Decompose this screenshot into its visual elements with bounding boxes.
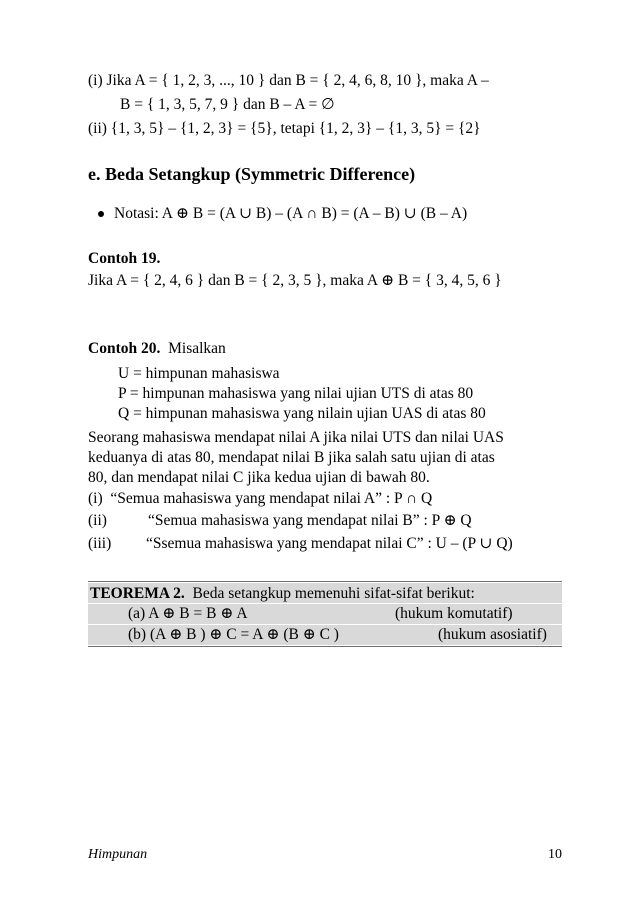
teorema-top-rule bbox=[88, 581, 562, 582]
teorema-row-b-law: (hukum asosiatif) bbox=[438, 626, 547, 643]
contoh20-heading bbox=[88, 340, 226, 358]
list-item-ii bbox=[88, 512, 107, 530]
item-ii-line: (ii) {1, 3, 5} – {1, 2, 3} = {5}, tetapi {1, 2, 3} – {1, 3, 5} = {2} bbox=[88, 120, 481, 137]
page-number: 10 bbox=[548, 847, 562, 862]
teorema-box bbox=[88, 583, 562, 645]
def-u: U = himpunan mahasiswa bbox=[118, 365, 280, 382]
item-i-line2: B = { 1, 3, 5, 7, 9 } dan B – A = ∅ bbox=[120, 96, 335, 113]
def-q: Q = himpunan mahasiswa yang nilain ujian UAS di atas 80 bbox=[118, 405, 486, 422]
item-text: “Semua mahasiswa yang mendapat nilai A” : P ∩ Q bbox=[110, 490, 433, 507]
para-line-3: 80, dan mendapat nilai C jika kedua ujian di bawah 80. bbox=[88, 469, 430, 486]
item-i-line1: (i) Jika A = { 1, 2, 3, ..., 10 } dan B = { 2, 4, 6, 8, 10 }, maka A – bbox=[88, 72, 489, 89]
contoh20-intro: Misalkan bbox=[168, 340, 226, 357]
para-line-2: keduanya di atas 80, mendapat nilai B jika salah satu ujian di atas bbox=[88, 449, 495, 466]
section-e-heading: e. Beda Setangkup (Symmetric Difference) bbox=[88, 164, 416, 184]
para-line-1: Seorang mahasiswa mendapat nilai A jika nilai UTS dan nilai UAS bbox=[88, 429, 504, 446]
teorema-title: TEOREMA 2. bbox=[90, 585, 185, 602]
contoh19-title: Contoh 19. bbox=[88, 250, 161, 267]
item-text: “Ssemua mahasiswa yang mendapat nilai C” : U – (P ∪ Q) bbox=[146, 535, 513, 552]
item-num: (ii) bbox=[88, 512, 107, 529]
contoh20-title: Contoh 20. bbox=[88, 340, 161, 357]
teorema-desc: Beda setangkup memenuhi sifat-sifat berikut: bbox=[192, 585, 475, 602]
notation-text: Notasi: A ⊕ B = (A ∪ B) – (A ∩ B) = (A – B) ∪ (B – A) bbox=[114, 205, 468, 222]
def-p: P = himpunan mahasiswa yang nilai ujian UTS di atas 80 bbox=[118, 385, 474, 402]
teorema-row-divider-1 bbox=[88, 603, 562, 604]
contoh19-text: Jika A = { 2, 4, 6 } dan B = { 2, 3, 5 }, maka A ⊕ B = { 3, 4, 5, 6 } bbox=[88, 272, 502, 289]
item-num: (iii) bbox=[88, 535, 112, 552]
bullet-icon bbox=[98, 211, 104, 217]
item-num: (i) bbox=[88, 490, 103, 507]
teorema-row-b-formula: (b) (A ⊕ B ) ⊕ C = A ⊕ (B ⊕ C ) bbox=[128, 626, 339, 643]
footer-title: Himpunan bbox=[88, 847, 148, 862]
list-item-i bbox=[88, 490, 432, 508]
teorema-row-a-law: (hukum komutatif) bbox=[395, 605, 513, 622]
list-item-iii bbox=[88, 535, 111, 553]
teorema-heading bbox=[90, 585, 475, 603]
notation-line bbox=[98, 205, 467, 223]
teorema-bottom-rule bbox=[88, 646, 562, 647]
teorema-row-a-formula: (a) A ⊕ B = B ⊕ A bbox=[128, 605, 248, 622]
item-text: “Semua mahasiswa yang mendapat nilai B” : P ⊕ Q bbox=[148, 512, 472, 529]
teorema-row-divider-2 bbox=[88, 624, 562, 625]
